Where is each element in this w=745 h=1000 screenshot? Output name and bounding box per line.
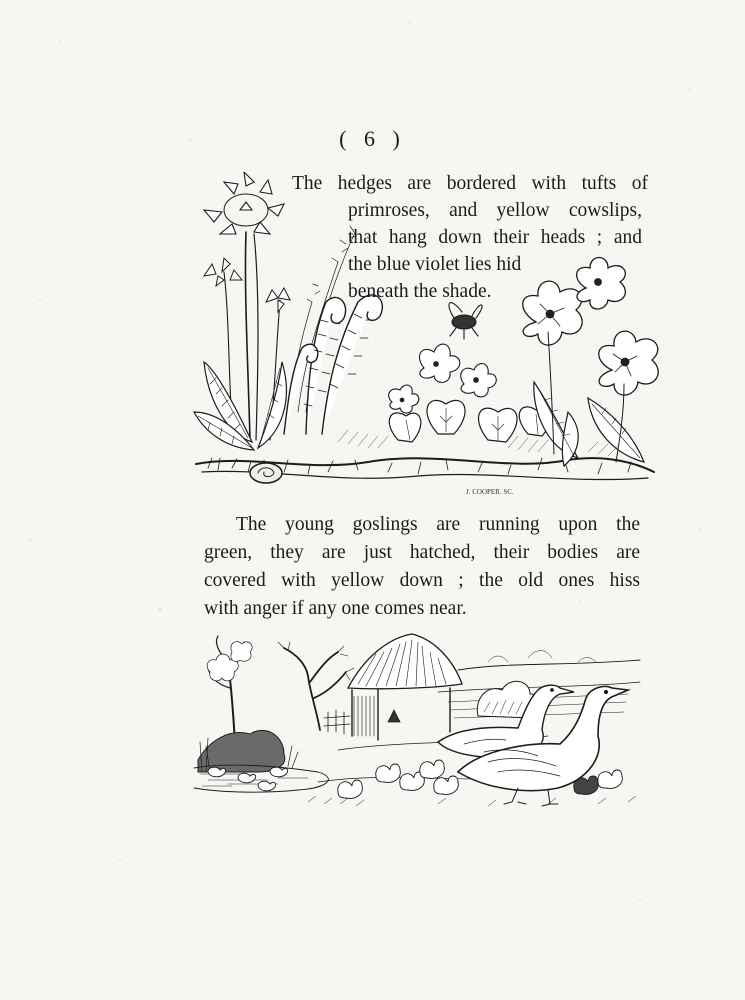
paragraph-1-line-3: that hang down their heads ; and xyxy=(348,227,642,248)
page-number: ( 6 ) xyxy=(339,126,406,151)
paragraph-1-line-4: the blue violet lies hid xyxy=(348,254,522,275)
geese-farmyard-engraving xyxy=(188,632,648,814)
paragraph-2-line-3: covered with yellow down ; the old ones hiss xyxy=(204,570,640,591)
paragraph-1-line-2: primroses, and yellow cowslips, xyxy=(348,200,642,221)
paragraph-1-line-1: The hedges are bordered with tufts of xyxy=(292,173,648,194)
paragraph-1-line-5: beneath the shade. xyxy=(348,281,492,302)
engraver-signature: J. COOPER. SC. xyxy=(466,488,514,496)
paragraph-2-line-4: with anger if any one comes near. xyxy=(204,598,467,619)
paragraph-2-line-1: The young goslings are running upon the xyxy=(236,514,640,535)
paragraph-2-line-2: green, they are just hatched, their bodies are xyxy=(204,542,640,563)
